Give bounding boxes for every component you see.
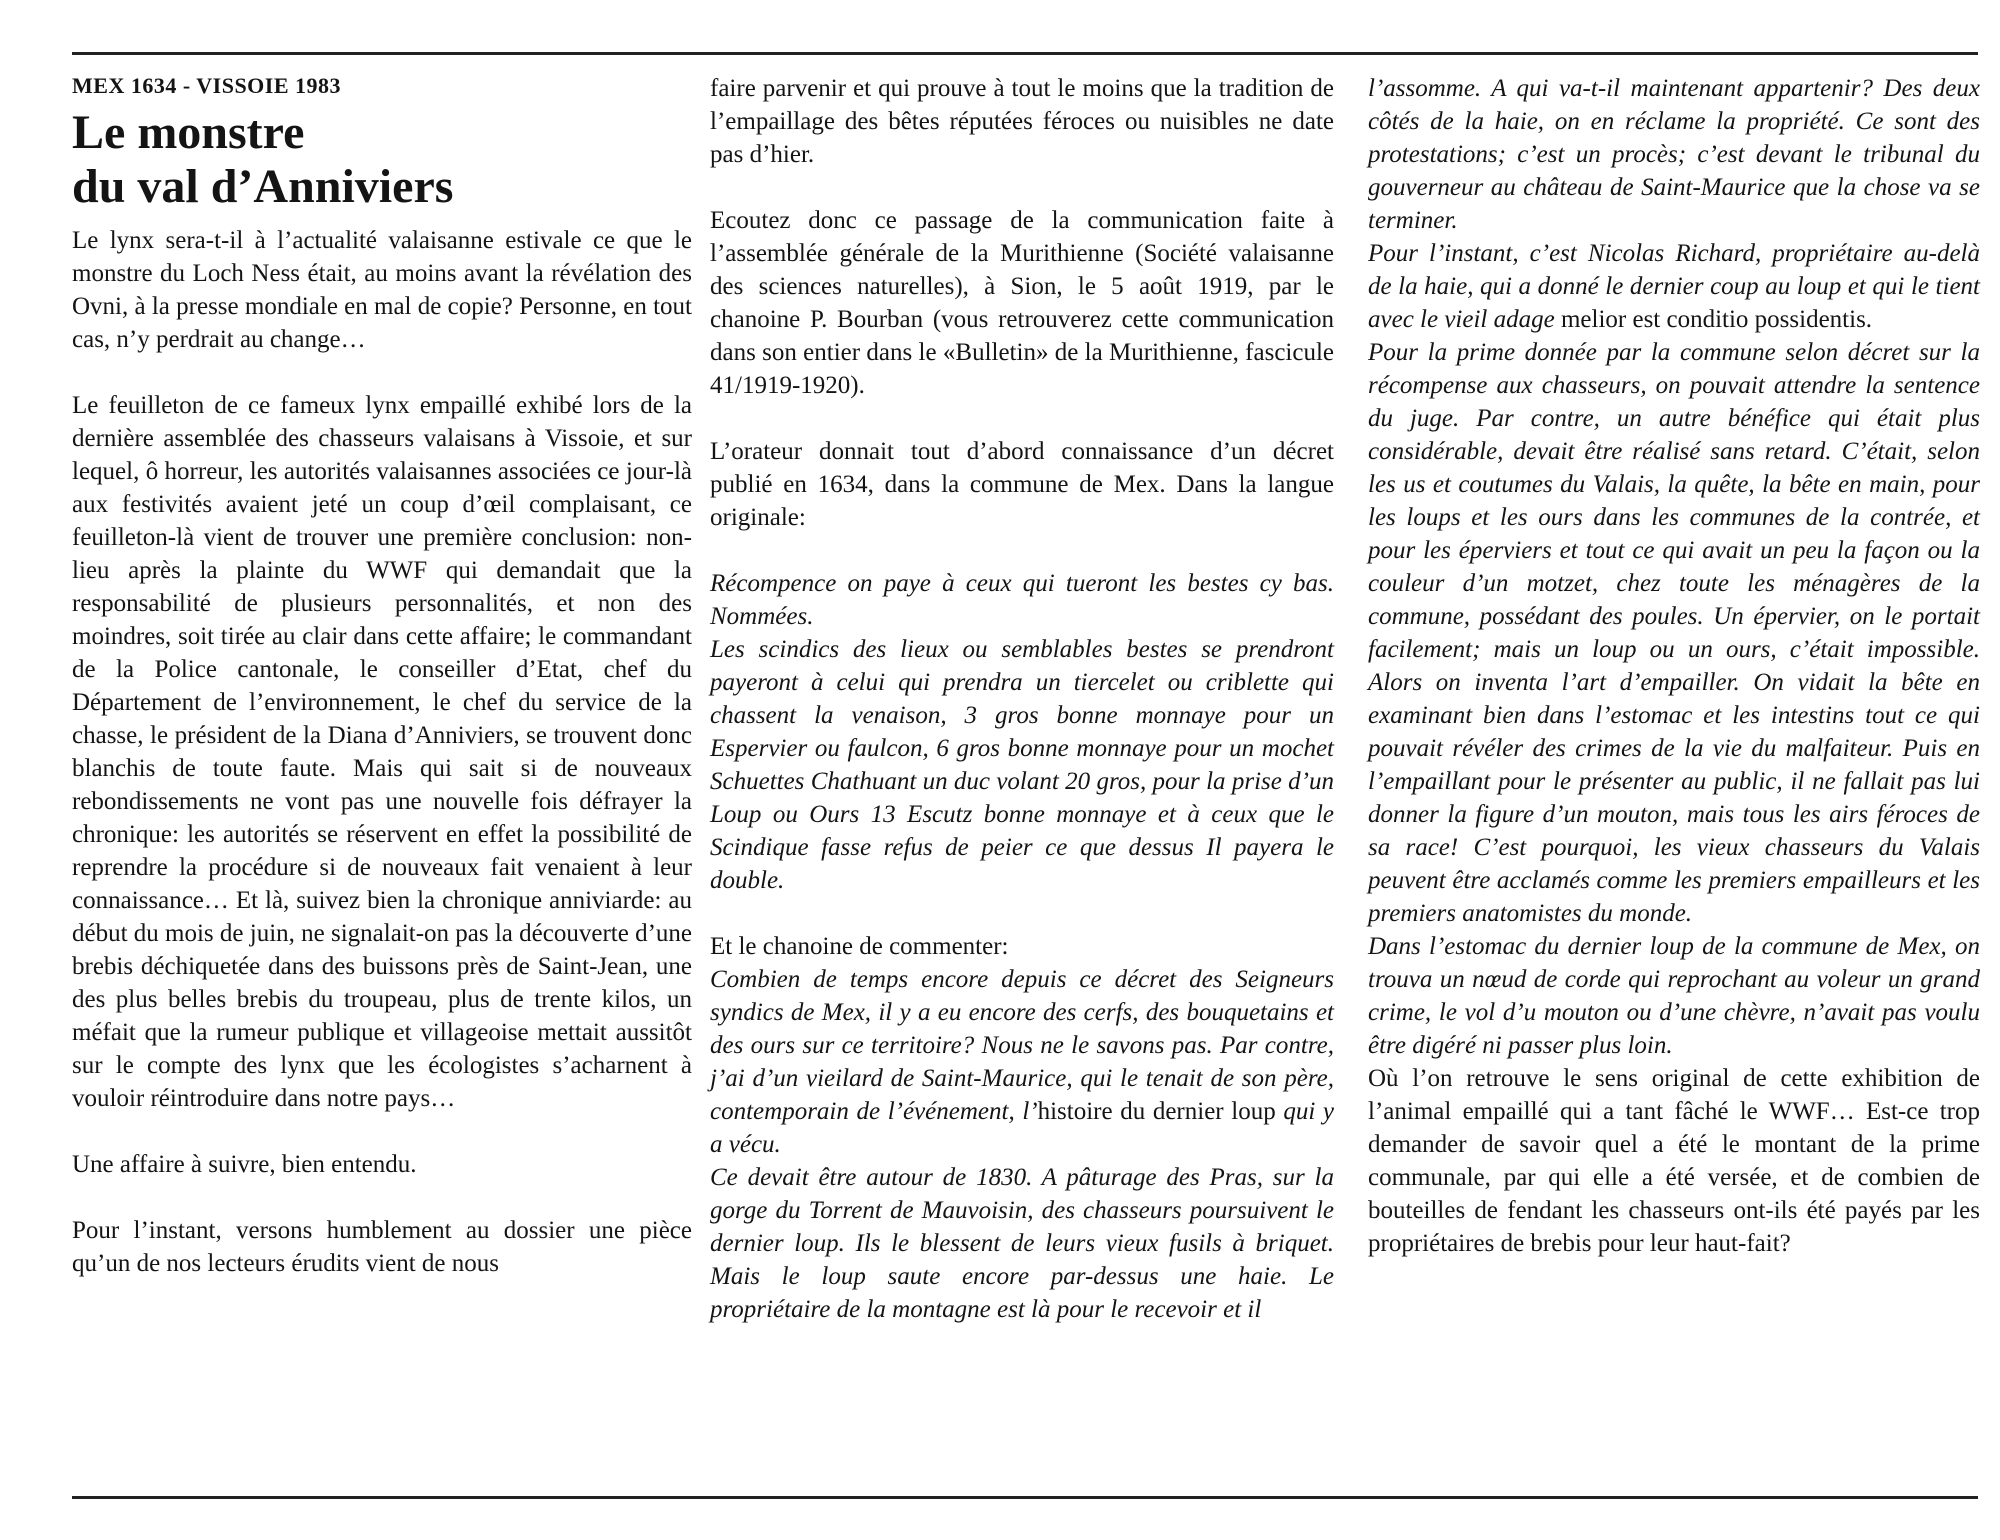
canon-quote: Dans l’estomac du dernier loup de la commune de Mex, on trouva un nœud de corde qui reprochant au voleur un grand crime, le vol d’u mouton ou d’une chèvre, n’avait pas voulu être digéré ni passer plus loin. [1368,933,1980,1059]
paragraph: Et le chanoine de commenter: [710,933,1009,960]
title-line-2: du val d’Anniviers [72,160,454,213]
column-3 [1368,72,1980,1260]
canon-quote: l’assomme. A qui va-t-il maintenant appartenir? Des deux côtés de la haie, on en réclame la propriété. Ce sont des protestations; c’est un procès; c’est devant le tribunal du gouverneur au château de Saint-Maurice que la chose va se terminer. [1368,75,1980,234]
quote-text: qui y a vécu. [710,1098,1334,1158]
closing-paragraph: Où l’on retrouve le sens original de cette exhibition de l’animal empaillé qui a tant fâché le WWF… Est-ce trop demander de savoir quel a été le montant de la prime communale, par qui elle a été versée, et de combien de bouteilles de fendant les chasseurs ont-ils été payés par les propriétaires de brebis pour leur haut-fait? [1368,1065,1980,1257]
quote-text: Combien de temps encore depuis ce décret des Seigneurs syndics de Mex, il y a eu encore des cerfs, des bouquetains et des ours sur ce territoire? Nous ne le savons pas. Par contre, j’ai d’un vieilard de Saint-Maurice, qui le tenait de son père, contemporain de l’événement, l’ [710,966,1334,1125]
article-title [72,106,692,214]
decree-quote: Les scindics des lieux ou semblables bestes se prendront payeront à celui qui prendra un tiercelet ou criblette qui chassent la venaison, 3 gros bonne monnaye pour un Espervier ou faulcon, 6 gros bonne monnaye pour un mochet Schuettes Chathuant un duc volant 20 gros, pour la prise d’un Loup ou Ours 13 Escutz bonne monnaye et à ceux que le Scindique fasse refus de peier ce que dessus Il payera le double. [710,636,1334,894]
quote-text-roman: histoire du dernier loup [1037,1098,1276,1125]
paragraph: L’orateur donnait tout d’abord connaissance d’un décret publié en 1634, dans la commune de Mex. Dans la langue originale: [710,438,1334,531]
bottom-rule [72,1496,1978,1499]
intro-paragraph: Le lynx sera-t-il à l’actualité valaisanne estivale ce que le monstre du Loch Ness était, au moins avant la révélation des Ovni, à la presse mondiale en mal de copie? Personne, en tout cas, n’y perdrait au change… [72,227,692,353]
paragraph: Ecoutez donc ce passage de la communication faite à l’assemblée générale de la Murithienne (Société valaisanne des sciences naturelles), à Sion, le 5 août 1919, par le chanoine P. Bourban (vous retrouverez cette communication dans son entier dans le «Bulletin» de la Murithienne, fascicule 41/1919-1920). [710,207,1334,399]
paragraph: faire parvenir et qui prouve à tout le moins que la tradition de l’empaillage des bêtes réputées féroces ou nuisibles ne date pas d’hier. [710,75,1334,168]
canon-quote: Ce devait être autour de 1830. A pâturage des Pras, sur la gorge du Torrent de Mauvoisin, des chasseurs poursuivent le dernier loup. Ils le blessent de leurs vieux fusils à briquet. Mais le loup saute encore par-dessus une haie. Le propriétaire de la montagne est là pour le recevoir et il [710,1164,1334,1323]
column-2 [710,72,1334,1326]
column-1 [72,72,692,1280]
article-kicker: MEX 1634 - VISSOIE 1983 [72,73,342,98]
canon-quote: Pour la prime donnée par la commune selon décret sur la récompense aux chasseurs, on pouvait attendre la sentence du juge. Par contre, un autre bénéfice qui était plus considérable, devait être réalisé sans retard. C’était, selon les us et coutumes du Valais, la quête, la bête en main, pour les loups et les ours dans les communes de la contrée, et pour les éperviers et tout ce qui avait un peu la façon ou la couleur d’un motzet, chez toute les ménagères de la commune, possédant des poules. Un épervier, on le portait facilement; mais un loup ou un ours, c’était impossible. Alors on inventa l’art d’empailler. On vidait la bête en examinant bien dans l’estomac et les intestins tout ce qui pouvait révéler des crimes de la vie du malfaiteur. Puis en l’empaillant pour le présenter au public, il ne fallait pas lui donner la figure d’un mouton, mais tous les airs féroces de sa race! C’est pourquoi, les vieux chasseurs du Valais peuvent être acclamés comme les premiers empailleurs et les premiers anatomistes du monde. [1368,339,1980,927]
paragraph: Pour l’instant, versons humblement au dossier une pièce qu’un de nos lecteurs érudits vient de nous [72,1217,692,1277]
quote-text: Pour l’instant, c’est Nicolas Richard, propriétaire au-delà de la haie, qui a donné le dernier coup au loup et qui le tient avec le vieil adage [1368,240,1980,333]
paragraph: Le feuilleton de ce fameux lynx empaillé exhibé lors de la dernière assemblée des chasseurs valaisans à Vissoie, et sur lequel, ô horreur, les autorités valaisannes associées ce jour-là aux festivités avaient jeté un coup d’œil complaisant, ce feuilleton-là vient de trouver une première conclusion: non-lieu après la plainte du WWF qui demandait que la responsabilité de plusieurs personnalités, et non des moindres, soit tirée au clair dans cette affaire; le commandant de la Police cantonale, le conseiller d’Etat, chef du Département de l’environnement, le chef du service de la chasse, le président de la Diana d’Anniviers, se trouvent donc blanchis de toute faute. Mais qui sait si de nouveaux rebondissements ne vont pas une nouvelle fois défrayer la chronique: les autorités se réservent en effet la possibilité de reprendre la procédure si de nouveaux fait venaient à leur connaissance… Et là, suivez bien la chronique anniviarde: au début du mois de juin, ne signalait-on pas la découverte d’une brebis déchiquetée dans des buissons près de Saint-Jean, une des plus belles brebis du troupeau, plus de trente kilos, un méfait que la rumeur publique et villageoise mettait aussitôt sur le compte des lynx que les écologistes s’acharnent à vouloir réintroduire dans notre pays… [72,392,692,1112]
canon-quote [710,963,1334,1161]
top-rule [72,52,1978,55]
canon-quote [1368,237,1980,336]
title-line-1: Le monstre [72,106,305,159]
quote-text-roman: melior est conditio possidentis. [1554,306,1873,333]
paragraph: Une affaire à suivre, bien entendu. [72,1151,417,1178]
decree-quote: Récompence on paye à ceux qui tueront les bestes cy bas. Nommées. [710,570,1334,630]
